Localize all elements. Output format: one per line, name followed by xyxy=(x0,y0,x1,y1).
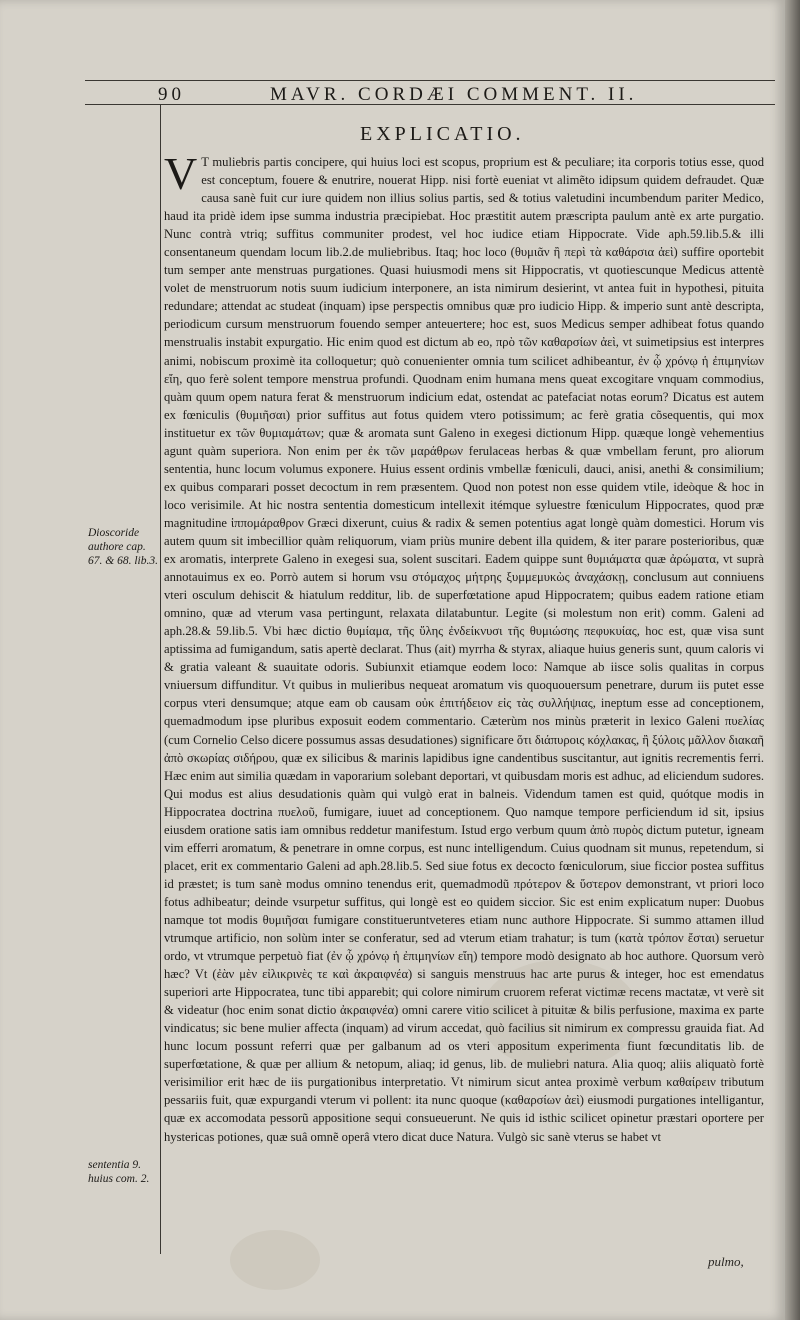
section-title: EXPLICATIO. xyxy=(360,123,525,145)
paper-stain xyxy=(480,960,640,1070)
catchword: pulmo, xyxy=(708,1254,744,1269)
margin-note-sententia: sententia 9. huius com. 2. xyxy=(88,1159,150,1185)
page-edge xyxy=(785,0,800,1320)
running-head: MAVR. CORDÆI COMMENT. II. xyxy=(270,84,638,105)
page-header xyxy=(150,84,750,108)
page-number: 90 xyxy=(158,84,185,105)
drop-capital: V xyxy=(164,148,198,199)
paper-stain xyxy=(230,1230,320,1290)
body-text xyxy=(164,148,764,1146)
header-rule-top xyxy=(85,80,775,81)
margin-rule xyxy=(160,104,161,1254)
body-paragraph: T muliebris partis concipere, qui huius loci est scopus, proprium est & peculiare; ita corporis totius esse, quod est conceptum, fouere & enutrire, nouerat Hipp. nisi fortè eueniat vt alimẽto idipsum quidem defraudet. Quæ causa sanè fuit cur iure quidem non illius solius partis, sed & totius valetudini incumbendum pariter Medico, haud ita pridè idem ipse summa industria præcipiebat. Hoc præstitit autem præscripta paulum antè ex arte purgatio. Nunc contrà vtriq; suffitus communiter prodest, vel hoc iudice etiam Hippocrate. Vide aph.59.lib.5.& illi consentaneum quendam locum lib.2.de muliebribus. Itaq; hoc loco (θυμιᾶν ἢ περὶ τὰ καθάρσια ἀεὶ) suffire oportebit tum semper ante menstruas purgationes. Quasi huiusmodi mens sit Hippocratis, vt quotiescunque Medicus attentè volet de menstruorum notis suum iudicium interponere, an ista nimirum desierint, vt antea fuit in hypothesi, pituita redundare; attendat ac studeat (inquam) ipse perspectis omnibus quæ pro iudicio Hipp. & imperio sunt antè descripta, periodicum cursum menstruorum fouendo semper anteuertere; hoc est, suos Medicus semper adhibeat fotus quando menstrualis instabit expurgatio. Hic enim quod est dictum ab eo, πρὸ τῶν καθαρσίων ἀεὶ, vt suimetipsius est interpres animi, nobiscum proximè ita colloquetur; quò conuenienter omnia tum scilicet adhibeantur, ἐν ᾧ χρόνῳ ἡ ἐπιμηνίων εἴη, quo ferè solent tempore menstrua profundi. Quodnam enim humana mens queat excogitare vnquam commodius, quàm quum opem natura ferat & menstruorum indicium edat, ostendat ac patefaciat notas eorum? Dicatus est autem ex fœniculis (θυμιῆσαι) prior suffitus aut fotus quidem vtero potissimum; ac ferè gratia cõsequentis, qui mox instituetur ex τῶν θυμιαμάτων; quæ & aromata sunt Galeno in exegesi dictionum Hipp. quæque longè vehementius agunt quàm superiora. Non enim per ἐκ τῶν μαράθρων ferulaceas herbas & quæ vmbellam ferunt, pro aliorum sententia, hunc locum volumus exponere. Huius essent ordinis vmbellæ fœniculi, dauci, anisi, anethi & consimilium; ex quibus comparari posset decoctum in rem præsentem. Quod non potest non esse quidem vtile, ideòque & hoc in loco verisimile. At hic nostra sententia domesticum intellexit itémque syluestre fœniculum Hippocrates, quod præ magnitudine ἱππομάραθρον Græci dixerunt, cuius & radix & semen potentius agat longè quàm domestici. Horum vis autem quum sit imbecillior quàm reliquorum, viam priùs munire debent illa quidem, & iter parare posterioribus, quæ ex aromatis, interprete Galeno in exegesi sua, solent suscitari. Eadem quippe sunt θυμιάματα quæ ἀρώματα, vt suprà annotauimus ex eo. Porrò autem si horum vsu στόμαχος μήτρης ξυμμεμυκὼς ἀναχάσκῃ, conclusum aut conniuens vteri osculum dehiscit & hiatulum redditur, lib. de superfœtatione apud Hippocratem; quibus eadem ratione etiam omnino, quæ ad vterum vasa pertingunt, relaxata dilatabuntur. Legite (si molestum non erit) comm. Galeni ad aph.28.& 59.lib.5. Vbi hæc dictio θυμίαμα, τῆς ὕλης ἐνδείκνυσι τῆς θυμιώσης πεφυκυίας, hoc est, quæ visa sunt aptissima ad fumigandum, satis apertè declarat. Thus (ait) myrrha & styrax, aliaque huius generis sunt, quum caloris vi & gratia valeant & suauitate odoris. Subiunxit etiamque eodem loco: Namque ab iisce solis qualitas in corpus vniuersum diffunditur. Vt quibus in mulieribus nequeat aromatum vis quoquouersum penetrare, durum iis putet esse corpus vteri densumque; atque eam ob causam οὐκ ἐπιτήδειον εἰς τὰς συλλήψιας, ineptum esse ad conceptionem, quemadmodum ipse pluribus exposuit eodem commentario. Cæterùm nos minùs præterit in lexico Galeni πυελίας (cum Cornelio Celso dicere possumus assas desudationes) significare ὅτι διάπυροις κόχλακας, ἢ ξύλοις μᾶλλον διακαῆ ἀπὸ σκωρίας σιδήρου, quæ ex silicibus & marinis lapidibus igne candentibus suscitantur, aut ignitis recrementis ferri. Hæc enim aut similia quædam in vaporarium solebant deportari, vt quibusdam moris est adhuc, ad eliciendum sudores. Qui modus est alius desudationis quàm qui vulgò erat in balneis. Videndum tamen est quid, quótque modis in Hippocratea doctrina πυελοῦ, fumigare, iuuet ad conceptionem. Quo namque tempore perficiendum id sit, ipsius eiusdem oratione satis iam omnibus reddetur manifestum. Istud ergo verbum quum ἀπὸ πυρὸς dictum putetur, igneam vim efferri aromatum, & penetrare in omne corpus, est nunc intelligendum. Cuius quodnam sit munus, repetendum, si placet, erit ex commentario Galeni ad aph.28.lib.5. Sed siue fotus ex decocto fœniculorum, siue ficcior postea suffitus id præstet; is tum sanè modus omnino tenendus erit, quemadmodũ πρότερον & ὕστερον demonstrant, vt priori loco fotus adhibeatur; deinde vsurpetur suffitus, qui longè est eo quidem siccior. Sic est enim explicatum nuper: Duobus namque tot modis θυμιῆσαι fumigare constitueruntveteres etiam nunc authore Hippocrate. Si summo attamen illud vtrumque artificio, non solùm inter se conferatur, sed ad vterum etiam trahatur; is tum (κατὰ τρόπον ἔσται) seruetur ordo, vt vtrumque perpetuò fiat (ἐν ᾧ χρόνῳ ἡ ἐπιμηνίων εἴη) tempore modò designato ab hoc authore. Quorsum verò hæc? Vt (ἐὰν μὲν εἰλικρινὲς τε καὶ ἀκραιφνέα) si sanguis menstruus hac arte purus & integer, hoc est emendatus superiori arte Hippocratea, tunc tibi apparebit; qui colore nimirum cruorem referat victimæ recens mactatæ, vt verè sit & videatur (hoc enim sonat dictio ἀκραιφνέα) omni carere vitio scilicet à pituitæ & bilis perfusione, maxima ex parte vindicatus; sic bene mulier affecta (inquam) ad virum accedat, quò facilius sit nimirum ex compressu grauida fiat. Ad hunc locum possunt referri quæ per galbanum ad os vteri appositum experimenta fiunt fœcunditatis lib. de superfœtatione, & quæ per allium & netopum, aliaq; id genus, lib. de muliebri natura. Alia quoq; aliis aliquatò fortè verisimilior erit hæc de iis purgationibus interpretatio. Vt nimirum sicut antea proximè verbum καθαίρειν tributum pessariis fuit, quæ expurgandi vterum vi pollent: ita nunc quoque (καθαρσίων ἀεὶ) eiusmodi purgationes intelligantur, quæ ex accomodata pessorũ appositione sequi consueuerunt. Ne quis id isthic scilicet opinetur præstari oportere per hystericas potiones, quæ suâ omnẽ operâ vtero dicat duce Natura. Vulgò sic sanè vterus se habet vt xyxy=(164,155,764,1144)
margin-note-dioscoride: Dioscoride authore cap. 67. & 68. lib.3. xyxy=(88,527,158,567)
